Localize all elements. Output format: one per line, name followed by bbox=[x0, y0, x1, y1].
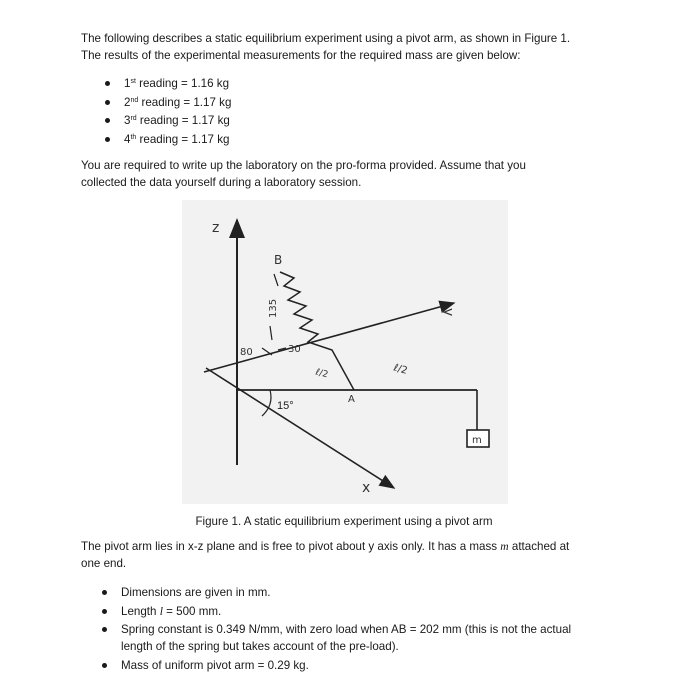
spec-item-mass: Mass of uniform pivot arm = 0.29 kg. bbox=[99, 657, 571, 676]
instructions-line-1: You are required to write up the laboratory on the pro-forma provided. Assume that you bbox=[81, 159, 526, 172]
z-axis-label: z bbox=[212, 220, 220, 236]
dim-30-label: 30 bbox=[288, 344, 301, 355]
spec-item-length: Length l = 500 mm. bbox=[99, 603, 571, 622]
y-axis-label: y bbox=[440, 308, 456, 317]
pivot-paragraph: The pivot arm lies in x-z plane and is free to pivot about y axis only. It has a mass m attached at one end. bbox=[81, 540, 570, 570]
dim-135-label: 135 bbox=[268, 298, 279, 318]
x-axis-label: x bbox=[362, 480, 371, 496]
figure-background bbox=[182, 200, 508, 504]
spec-item-dimensions: Dimensions are given in mm. bbox=[99, 584, 571, 603]
l-half-label-a: ℓ/2 bbox=[314, 367, 330, 381]
point-a-label: A bbox=[348, 394, 355, 405]
point-b-label: B bbox=[274, 253, 283, 267]
l-half-label-b: ℓ/2 bbox=[392, 362, 409, 377]
instructions-paragraph bbox=[81, 157, 621, 191]
pivot-line-2: one end. bbox=[81, 557, 127, 570]
angle-label: 15° bbox=[277, 400, 294, 412]
reading-item: 1st reading = 1.16 kg bbox=[102, 75, 231, 94]
intro-line-2: The results of the experimental measurements for the required mass are given below: bbox=[81, 49, 521, 62]
intro-line-1: The following describes a static equilibrium experiment using a pivot arm, as shown in Figure 1. bbox=[81, 32, 571, 45]
specs-list bbox=[99, 584, 571, 676]
reading-item: 3rd reading = 1.17 kg bbox=[102, 112, 231, 131]
readings-list bbox=[102, 75, 231, 149]
reading-item: 2nd reading = 1.17 kg bbox=[102, 94, 231, 113]
intro-paragraph bbox=[81, 30, 621, 64]
spec-item-spring: Spring constant is 0.349 N/mm, with zero load when AB = 202 mm (this is not the actual length of the spring but takes account of the pre-load). bbox=[99, 621, 571, 657]
figure-caption: Figure 1. A static equilibrium experiment using a pivot arm bbox=[195, 515, 493, 528]
pivot-arm-figure bbox=[182, 200, 508, 504]
mass-label: m bbox=[472, 435, 482, 446]
reading-item: 4th reading = 1.17 kg bbox=[102, 131, 231, 150]
instructions-line-2: collected the data yourself during a laboratory session. bbox=[81, 176, 362, 189]
dim-80-label: 80 bbox=[240, 347, 253, 358]
